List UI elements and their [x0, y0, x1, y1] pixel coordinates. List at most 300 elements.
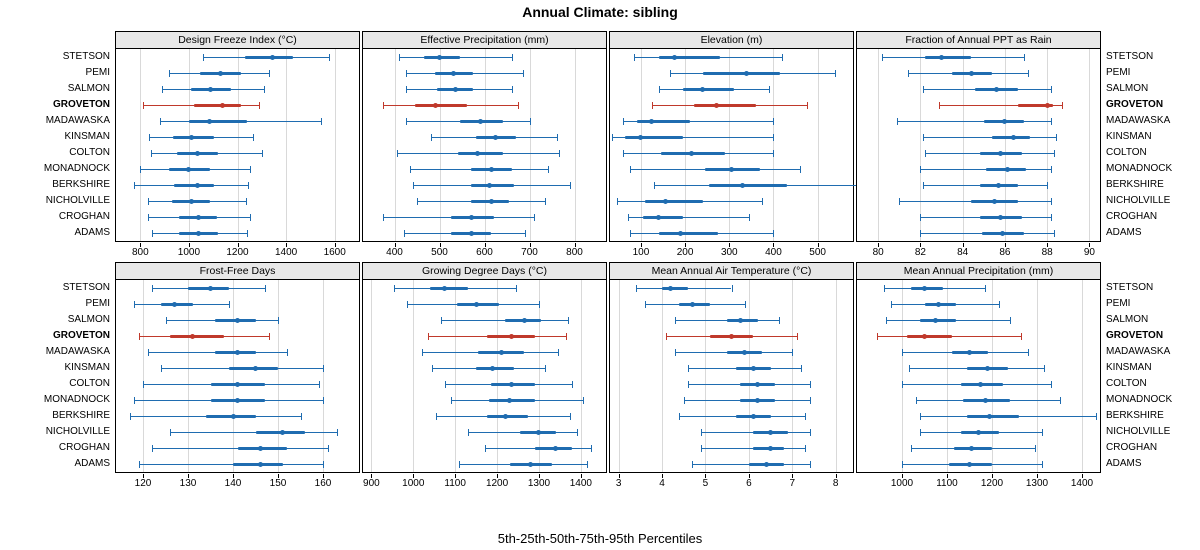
median-marker — [755, 382, 760, 387]
axis-tick-label: 1200 — [226, 247, 249, 258]
boxplot-row — [610, 193, 853, 209]
whisker-cap-low — [877, 333, 878, 340]
whisker-cap-low — [148, 349, 149, 356]
boxplot-row — [363, 225, 606, 241]
axis-tick-label: 600 — [476, 247, 493, 258]
median-marker — [729, 334, 734, 339]
axis-tick-label: 400 — [386, 247, 403, 258]
whisker-cap-low — [679, 413, 680, 420]
whisker-cap-high — [323, 461, 324, 468]
median-marker — [493, 135, 498, 140]
whisker-cap-high — [583, 397, 584, 404]
median-marker — [235, 398, 240, 403]
boxplot-row — [116, 424, 359, 440]
median-marker — [740, 183, 745, 188]
boxplot-row — [857, 161, 1100, 177]
whisker-cap-low — [404, 230, 405, 237]
site-label-left: STETSON — [62, 282, 110, 293]
boxplot-row — [363, 177, 606, 193]
whisker-cap-low — [422, 349, 423, 356]
boxplot-row — [857, 440, 1100, 456]
boxplot-row — [116, 225, 359, 241]
median-marker — [689, 151, 694, 156]
whisker-cap-low — [139, 333, 140, 340]
percentile-legend-label: 5th-25th-50th-75th-95th Percentiles — [497, 531, 703, 546]
whisker-cap-low — [675, 349, 676, 356]
boxplot-row — [116, 376, 359, 392]
whisker-cap-low — [902, 461, 903, 468]
axis-tick-label: 86 — [999, 247, 1011, 258]
whisker-cap-high — [773, 150, 774, 157]
whisker-cap-high — [1051, 214, 1052, 221]
boxplot-row — [610, 97, 853, 113]
whisker-cap-high — [773, 118, 774, 125]
axis-tick-label: 140 — [224, 478, 242, 489]
whisker-cap-high — [530, 118, 531, 125]
boxplot-row — [857, 328, 1100, 344]
boxplot-row — [610, 280, 853, 296]
boxplot-row — [610, 81, 853, 97]
median-marker — [553, 446, 558, 451]
boxplot-row — [363, 312, 606, 328]
whisker-cap-low — [623, 150, 624, 157]
median-marker — [663, 199, 668, 204]
median-marker — [985, 366, 990, 371]
boxplot-row — [363, 328, 606, 344]
whisker-cap-high — [732, 285, 733, 292]
median-marker — [678, 231, 683, 236]
boxplot-row — [116, 177, 359, 193]
plot-area — [857, 49, 1100, 241]
interquartile-bar — [643, 216, 683, 219]
whisker-cap-high — [792, 349, 793, 356]
whisker-cap-high — [1028, 349, 1029, 356]
boxplot-row — [116, 193, 359, 209]
site-label-left: BERKSHIRE — [52, 179, 110, 190]
boxplot-row — [116, 344, 359, 360]
boxplot-row — [116, 328, 359, 344]
whisker-cap-high — [1042, 429, 1043, 436]
boxplot-row — [363, 376, 606, 392]
boxplot-row — [116, 296, 359, 312]
median-marker — [672, 55, 677, 60]
boxplot-row — [857, 296, 1100, 312]
whisker-cap-low — [916, 397, 917, 404]
axis-tick-label: 800 — [566, 247, 583, 258]
axis-tick-label: 160 — [314, 478, 332, 489]
median-marker — [469, 231, 474, 236]
whisker-cap-low — [659, 86, 660, 93]
axis-tick-label: 1100 — [444, 478, 466, 489]
whisker-cap-high — [323, 397, 324, 404]
whisker-cap-low — [882, 54, 883, 61]
boxplot-row — [857, 49, 1100, 65]
plot-area — [610, 280, 853, 472]
whisker-cap-low — [902, 349, 903, 356]
x-axis — [609, 243, 854, 261]
site-label-right: CROGHAN — [1106, 211, 1158, 222]
whisker-cap-high — [1042, 461, 1043, 468]
boxplot-row — [857, 312, 1100, 328]
interquartile-bar — [967, 415, 1019, 418]
whisker-cap-low — [431, 134, 432, 141]
axis-tick-label: 150 — [269, 478, 287, 489]
boxplot-row — [363, 360, 606, 376]
whisker-cap-high — [835, 70, 836, 77]
x-axis — [856, 243, 1101, 261]
boxplot-row — [610, 392, 853, 408]
axis-tick-label: 100 — [632, 247, 650, 258]
axis-tick-label: 1200 — [485, 478, 509, 489]
panel-title: Mean Annual Air Temperature (°C) — [610, 263, 853, 280]
whisker-cap-low — [134, 301, 135, 308]
site-label-left: NICHOLVILLE — [45, 195, 110, 206]
whisker-cap-low — [441, 317, 442, 324]
axis-tick-label: 6 — [746, 478, 752, 489]
whisker-cap-high — [516, 285, 517, 292]
x-axis — [856, 474, 1101, 492]
whisker-cap-low — [911, 445, 912, 452]
whisker-cap-high — [1054, 230, 1055, 237]
axis-tick-label: 1300 — [527, 478, 551, 489]
boxplot-row — [610, 145, 853, 161]
whisker-cap-high — [810, 461, 811, 468]
site-label-right: MADAWASKA — [1106, 115, 1171, 126]
median-marker — [235, 382, 240, 387]
boxplot-row — [857, 456, 1100, 472]
whisker-cap-low — [630, 166, 631, 173]
site-label-left: MADAWASKA — [45, 346, 110, 357]
whisker-cap-low — [152, 445, 153, 452]
whisker-cap-low — [451, 397, 452, 404]
median-marker — [208, 87, 213, 92]
x-axis — [115, 243, 360, 261]
whisker-cap-high — [773, 134, 774, 141]
boxplot-row — [116, 440, 359, 456]
boxplot-row — [857, 145, 1100, 161]
x-axis — [115, 474, 360, 492]
boxplot-row — [610, 49, 853, 65]
axis-tick-label: 1400 — [569, 478, 592, 489]
whisker-cap-low — [134, 182, 135, 189]
median-marker — [489, 167, 494, 172]
median-marker — [994, 87, 999, 92]
whisker-cap-low — [143, 102, 144, 109]
whisker-cap-low — [468, 429, 469, 436]
boxplot-row — [116, 360, 359, 376]
whisker-cap-low — [161, 365, 162, 372]
whisker-cap-high — [1021, 333, 1022, 340]
median-marker — [996, 183, 1001, 188]
site-label-right: MADAWASKA — [1106, 346, 1171, 357]
site-label-left: ADAMS — [74, 227, 110, 238]
boxplot-row — [363, 161, 606, 177]
whisker-cap-high — [570, 413, 571, 420]
whisker-cap-low — [383, 214, 384, 221]
site-label-right: SALMON — [1106, 83, 1149, 94]
whisker-cap-low — [413, 182, 414, 189]
whisker-cap-high — [587, 461, 588, 468]
boxplot-row — [610, 296, 853, 312]
whisker-cap-low — [134, 397, 135, 404]
whisker-cap-high — [1051, 381, 1052, 388]
whisker-cap-high — [591, 445, 592, 452]
boxplot-row — [610, 408, 853, 424]
whisker-line — [441, 320, 569, 321]
whisker-cap-low — [886, 317, 887, 324]
boxplot-row — [116, 312, 359, 328]
median-marker — [969, 446, 974, 451]
chart-panel — [362, 262, 607, 473]
chart-panel — [856, 262, 1101, 473]
whisker-cap-high — [558, 349, 559, 356]
whisker-cap-high — [1054, 150, 1055, 157]
boxplot-row — [363, 344, 606, 360]
whisker-cap-low — [170, 429, 171, 436]
axis-tick-label: 4 — [659, 478, 665, 489]
median-marker — [939, 55, 944, 60]
whisker-cap-low — [397, 150, 398, 157]
boxplot-row — [610, 376, 853, 392]
median-marker — [218, 71, 223, 76]
boxplot-row — [610, 65, 853, 81]
whisker-cap-low — [675, 317, 676, 324]
whisker-cap-low — [139, 461, 140, 468]
whisker-cap-high — [797, 333, 798, 340]
whisker-cap-high — [247, 230, 248, 237]
whisker-cap-low — [151, 150, 152, 157]
boxplot-row — [363, 97, 606, 113]
whisker-cap-high — [1010, 317, 1011, 324]
interquartile-bar — [645, 200, 702, 203]
site-label-right: STETSON — [1106, 51, 1154, 62]
axis-tick-label: 1400 — [274, 247, 298, 258]
boxplot-row — [610, 209, 853, 225]
whisker-cap-high — [1051, 86, 1052, 93]
median-marker — [220, 103, 225, 108]
whisker-cap-low — [920, 166, 921, 173]
median-marker — [656, 215, 661, 220]
whisker-cap-low — [485, 445, 486, 452]
boxplot-row — [857, 209, 1100, 225]
interquartile-bar — [245, 56, 294, 59]
interquartile-bar — [659, 232, 719, 235]
boxplot-row — [116, 456, 359, 472]
boxplot-row — [610, 360, 853, 376]
panel-title: Effective Precipitation (mm) — [363, 32, 606, 49]
axis-tick-label: 1400 — [1070, 478, 1094, 489]
whisker-cap-high — [229, 301, 230, 308]
whisker-cap-high — [800, 166, 801, 173]
boxplot-row — [116, 129, 359, 145]
whisker-cap-low — [399, 54, 400, 61]
median-marker — [933, 318, 938, 323]
whisker-cap-high — [779, 317, 780, 324]
whisker-cap-high — [523, 70, 524, 77]
whisker-cap-low — [628, 214, 629, 221]
median-marker — [1000, 231, 1005, 236]
site-label-right: GROVETON — [1106, 330, 1164, 341]
whisker-cap-high — [762, 198, 763, 205]
median-marker — [442, 286, 447, 291]
median-marker — [196, 215, 201, 220]
median-marker — [690, 302, 695, 307]
whisker-cap-low — [939, 102, 940, 109]
site-label-left: SALMON — [67, 83, 110, 94]
interquartile-bar — [683, 88, 734, 91]
boxplot-row — [363, 193, 606, 209]
whisker-cap-high — [253, 134, 254, 141]
whisker-cap-low — [169, 70, 170, 77]
boxplot-row — [363, 456, 606, 472]
median-marker — [207, 119, 212, 124]
boxplot-row — [610, 177, 853, 193]
site-label-left: BERKSHIRE — [52, 410, 110, 421]
whisker-cap-high — [999, 301, 1000, 308]
site-label-left: COLTON — [69, 378, 110, 389]
whisker-cap-high — [246, 198, 247, 205]
median-marker — [700, 87, 705, 92]
median-marker — [1045, 103, 1050, 108]
site-label-right: PEMI — [1106, 67, 1131, 78]
axis-tick-label: 90 — [1083, 247, 1095, 258]
median-marker — [270, 55, 275, 60]
whisker-cap-low — [899, 198, 900, 205]
whisker-cap-low — [701, 429, 702, 436]
boxplot-row — [116, 49, 359, 65]
whisker-cap-high — [328, 445, 329, 452]
median-marker — [253, 366, 258, 371]
boxplot-row — [363, 65, 606, 81]
boxplot-row — [363, 113, 606, 129]
whisker-cap-low — [920, 413, 921, 420]
whisker-cap-low — [670, 70, 671, 77]
axis-tick-label: 130 — [179, 478, 197, 489]
boxplot-row — [363, 49, 606, 65]
whisker-cap-low — [652, 102, 653, 109]
median-marker — [433, 103, 438, 108]
boxplot-row — [857, 376, 1100, 392]
whisker-cap-high — [1096, 413, 1097, 420]
median-marker — [967, 462, 972, 467]
whisker-cap-low — [152, 230, 153, 237]
boxplot-row — [116, 408, 359, 424]
median-marker — [172, 302, 177, 307]
site-label-left: NICHOLVILLE — [45, 426, 110, 437]
interquartile-bar — [430, 287, 468, 290]
median-marker — [258, 446, 263, 451]
whisker-cap-high — [545, 198, 546, 205]
interquartile-bar — [194, 104, 241, 107]
median-marker — [998, 151, 1003, 156]
axis-tick-label: 82 — [914, 247, 926, 258]
site-label-left: MONADNOCK — [43, 163, 110, 174]
site-label-right: ADAMS — [1106, 458, 1142, 469]
boxplot-row — [857, 129, 1100, 145]
median-marker — [751, 414, 756, 419]
boxplot-row — [363, 280, 606, 296]
median-marker — [764, 462, 769, 467]
plot-area — [116, 280, 359, 472]
whisker-cap-low — [148, 214, 149, 221]
whisker-cap-high — [301, 413, 302, 420]
whisker-cap-high — [329, 54, 330, 61]
whisker-cap-low — [630, 230, 631, 237]
boxplot-row — [116, 145, 359, 161]
whisker-cap-high — [1051, 198, 1052, 205]
whisker-cap-high — [1056, 134, 1057, 141]
interquartile-bar — [662, 287, 688, 290]
median-marker — [976, 430, 981, 435]
median-marker — [729, 167, 734, 172]
chart-panel — [362, 31, 607, 242]
whisker-cap-low — [688, 381, 689, 388]
site-label-right: KINSMAN — [1106, 131, 1152, 142]
interquartile-bar — [709, 184, 786, 187]
boxplot-row — [857, 280, 1100, 296]
median-marker — [235, 318, 240, 323]
site-label-left: GROVETON — [52, 99, 110, 110]
axis-tick-label: 1100 — [936, 478, 958, 489]
boxplot-row — [857, 408, 1100, 424]
whisker-cap-high — [568, 317, 569, 324]
whisker-line — [897, 121, 1051, 122]
site-label-left: STETSON — [62, 51, 110, 62]
whisker-cap-high — [570, 182, 571, 189]
whisker-cap-low — [923, 182, 924, 189]
chart-panel — [609, 262, 854, 473]
site-label-left: SALMON — [67, 314, 110, 325]
median-marker — [489, 199, 494, 204]
whisker-cap-low — [432, 365, 433, 372]
median-marker — [189, 135, 194, 140]
interquartile-bar — [907, 335, 952, 338]
axis-tick-label: 900 — [363, 478, 380, 489]
boxplot-row — [610, 440, 853, 456]
whisker-cap-low — [701, 445, 702, 452]
median-marker — [186, 167, 191, 172]
median-marker — [742, 350, 747, 355]
whisker-cap-high — [250, 214, 251, 221]
median-marker — [280, 430, 285, 435]
whisker-cap-low — [692, 461, 693, 468]
whisker-cap-high — [319, 381, 320, 388]
median-marker — [1005, 167, 1010, 172]
median-marker — [195, 151, 200, 156]
site-label-right: NICHOLVILLE — [1106, 426, 1171, 437]
median-marker — [208, 286, 213, 291]
whisker-cap-low — [897, 118, 898, 125]
median-marker — [235, 350, 240, 355]
axis-tick-label: 7 — [789, 478, 796, 489]
boxplot-row — [857, 193, 1100, 209]
whisker-cap-low — [666, 333, 667, 340]
boxplot-row — [857, 344, 1100, 360]
median-marker — [922, 286, 927, 291]
whisker-cap-low — [428, 333, 429, 340]
median-marker — [451, 71, 456, 76]
whisker-line — [170, 432, 337, 433]
page-title: Annual Climate: sibling — [522, 4, 678, 20]
axis-tick-label: 1300 — [1025, 478, 1049, 489]
interquartile-bar — [694, 104, 756, 107]
chart-panel — [115, 262, 360, 473]
whisker-cap-low — [383, 102, 384, 109]
site-label-right: ADAMS — [1106, 227, 1142, 238]
panel-title: Mean Annual Precipitation (mm) — [857, 263, 1100, 280]
whisker-cap-low — [166, 317, 167, 324]
whisker-cap-high — [1062, 102, 1063, 109]
